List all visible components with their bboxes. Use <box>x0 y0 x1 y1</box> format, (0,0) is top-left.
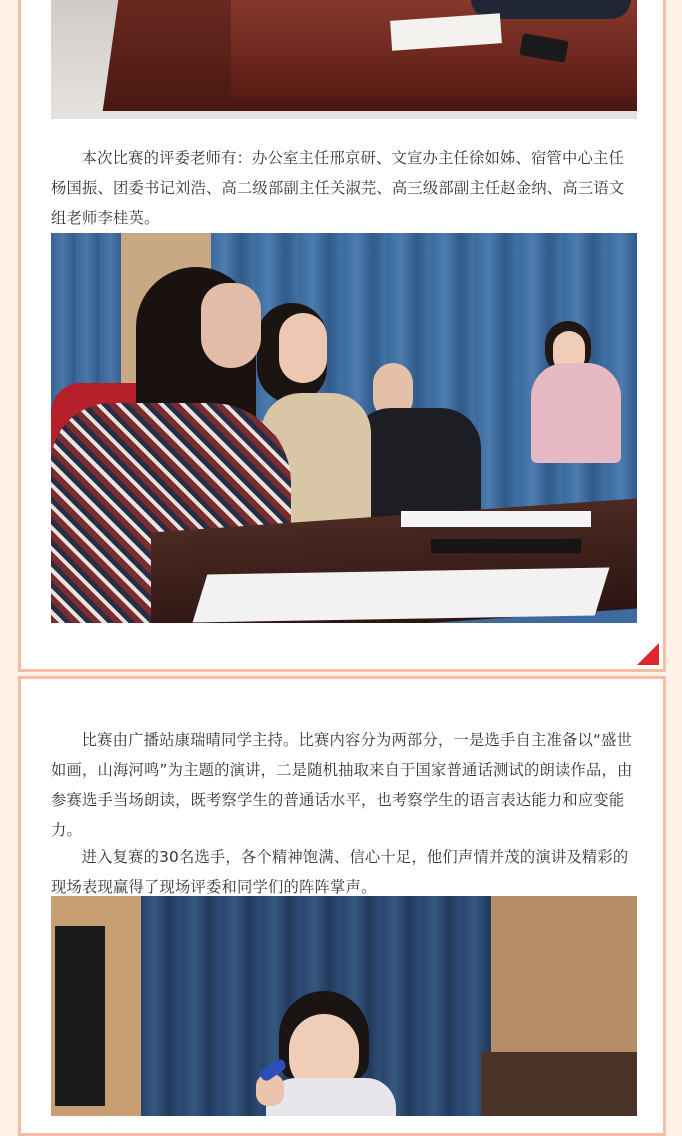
judges-photo <box>51 233 637 623</box>
article-card-judges <box>18 0 666 672</box>
finalists-paragraph: 进入复赛的30名选手，各个精神饱满、信心十足，他们声情并茂的演讲及精彩的现场表现赢得了现场评委和同学们的阵阵掌声。 <box>51 848 629 896</box>
speaker-photo <box>51 896 637 1116</box>
meeting-table-photo <box>51 0 637 119</box>
corner-accent-triangle <box>637 643 659 665</box>
intro-paragraph: 比赛由广播站康瑞晴同学主持。比赛内容分为两部分，一是选手自主准备以“盛世如画，山海河鸣”为主题的演讲，二是随机抽取来自于国家普通话测试的朗读作品，由参赛选手当场朗读，既考察学生的普通话水平，也考察学生的语言表达能力和应变能力。 <box>51 731 633 839</box>
judges-paragraph: 本次比赛的评委老师有：办公室主任邢京研、文宣办主任徐如姊、宿管中心主任杨国振、团委书记刘浩、高二级部副主任关淑芫、高三级部副主任赵金纳、高三语文组老师李桂英。 <box>51 149 625 227</box>
article-card-competition <box>18 676 666 1136</box>
